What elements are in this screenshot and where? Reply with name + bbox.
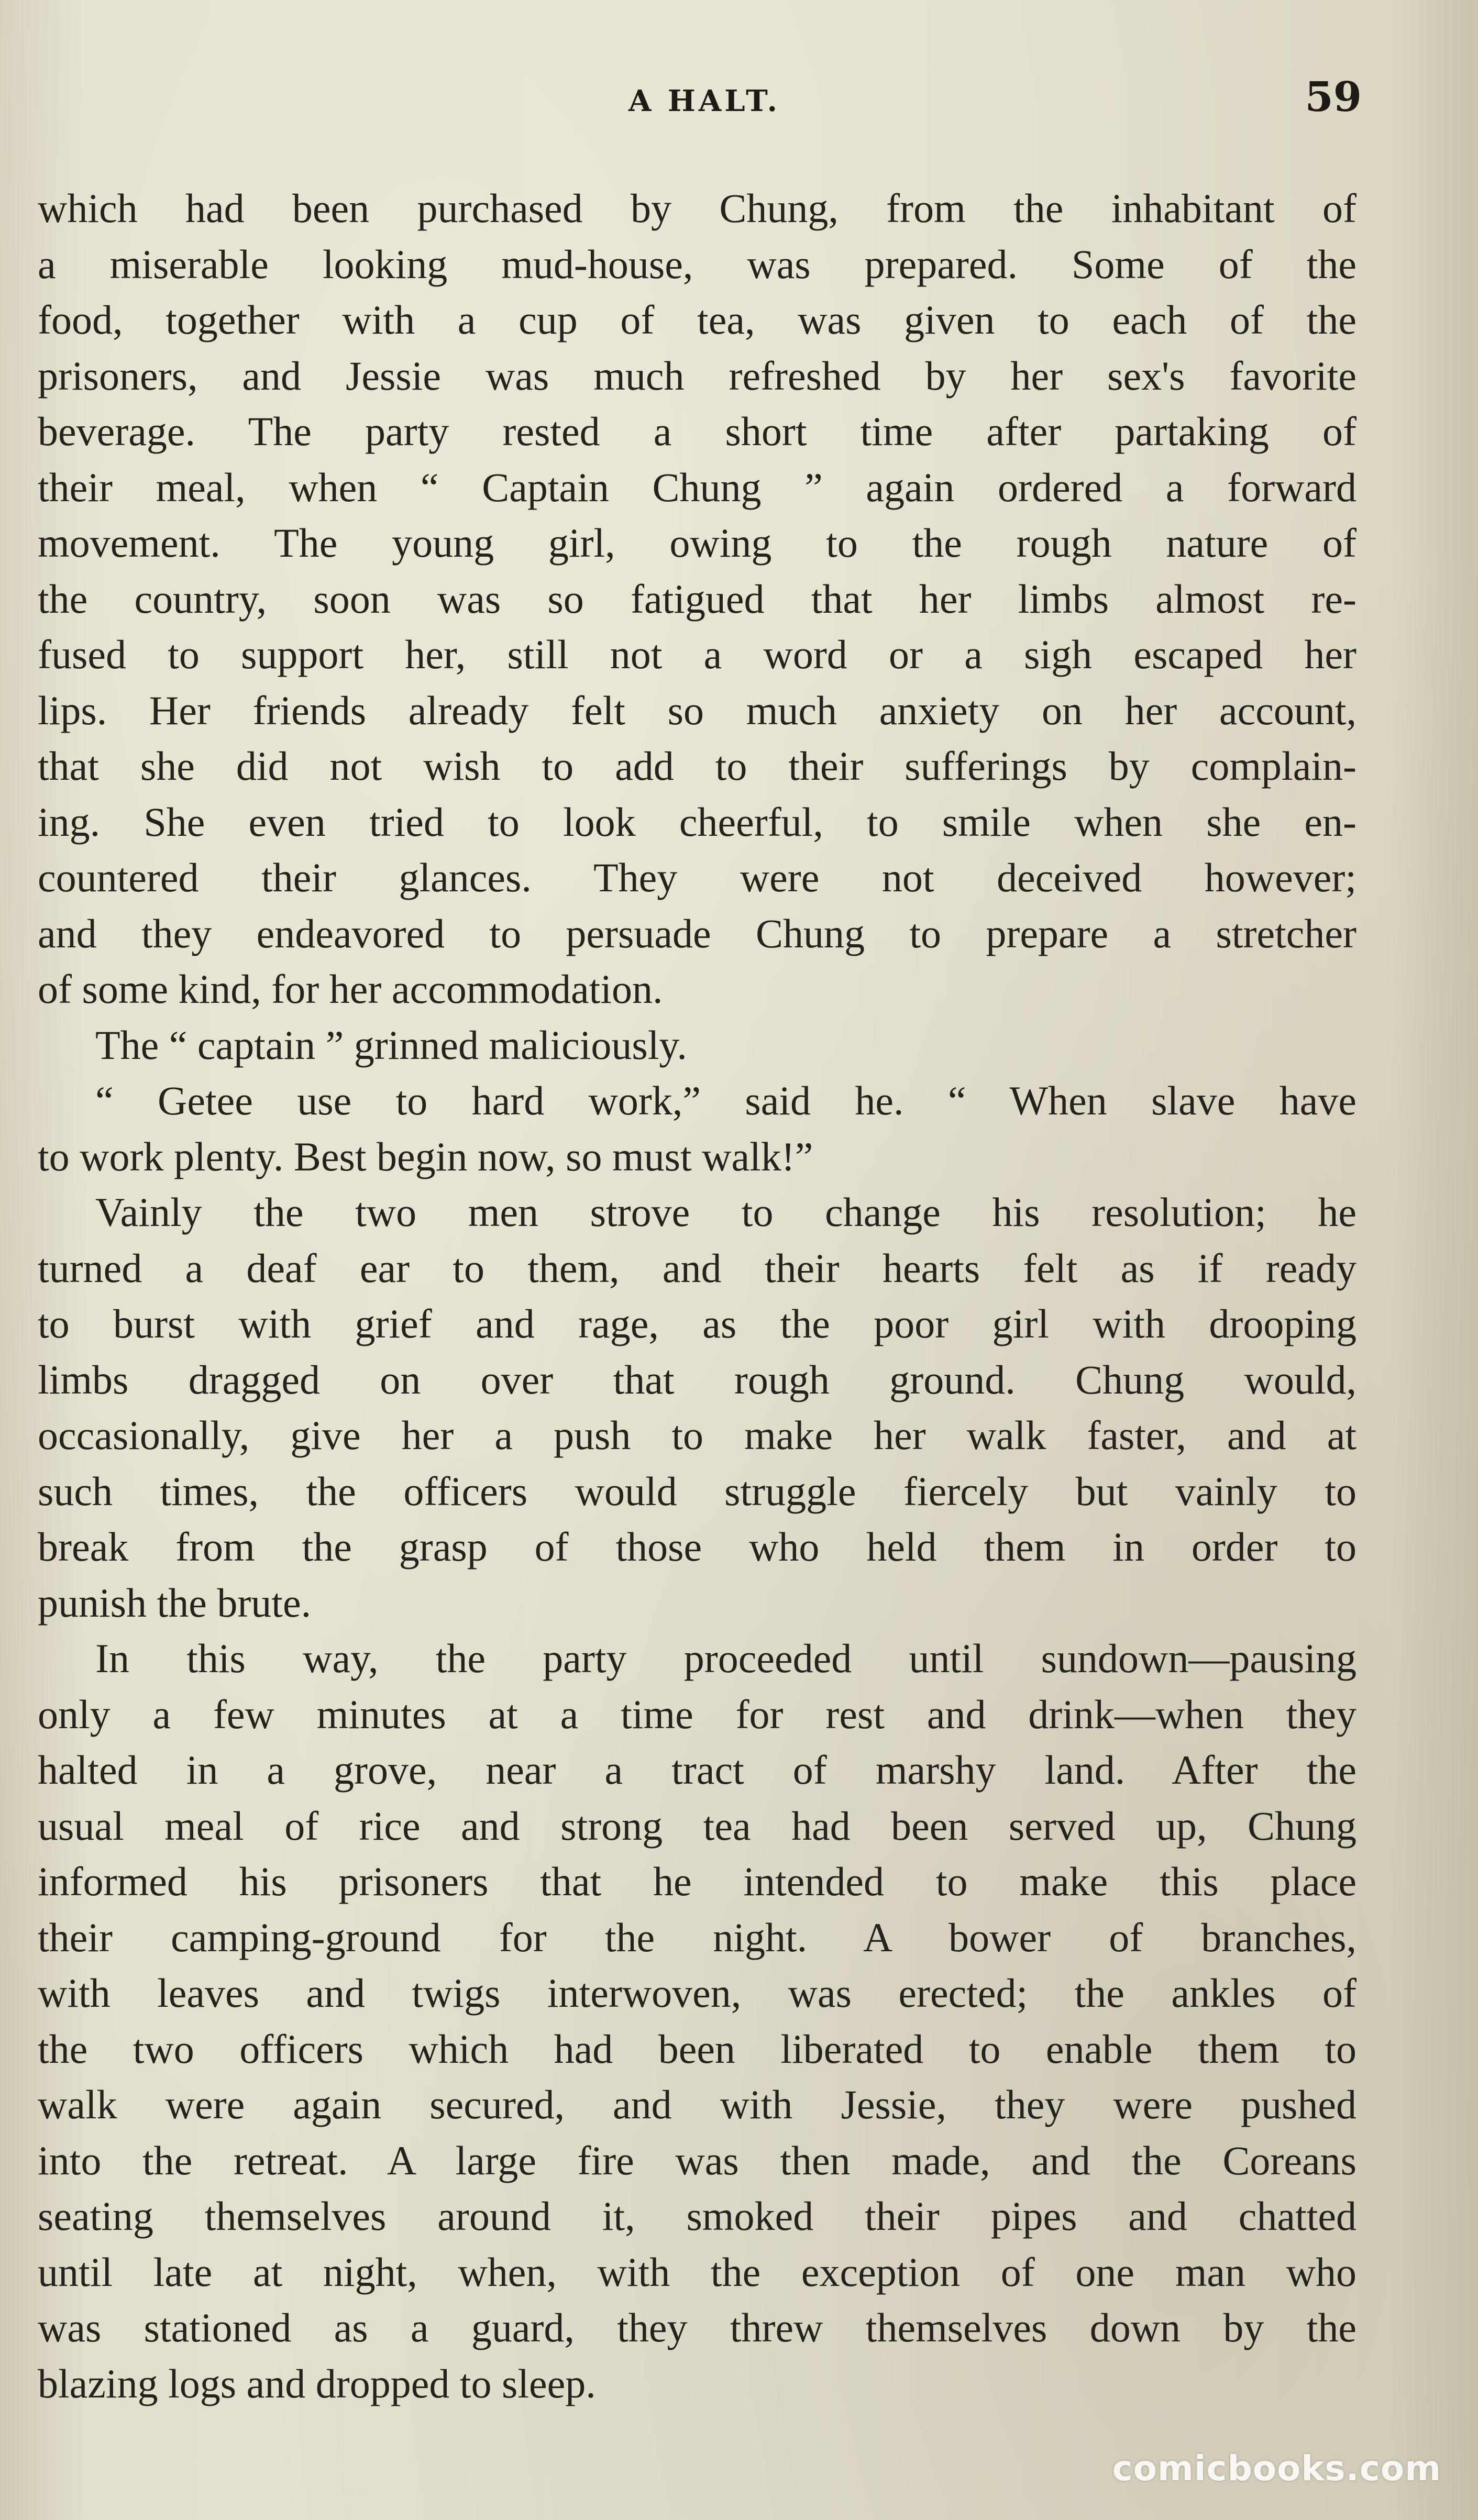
text-line: that she did not wish to add to their sufferings by complain- bbox=[38, 743, 1356, 789]
text-line: turned a deaf ear to them, and their hearts felt as if ready bbox=[38, 1245, 1356, 1291]
text-line: prisoners, and Jessie was much refreshed by her sex's favorite bbox=[38, 352, 1356, 399]
page-number: 59 bbox=[1305, 73, 1362, 121]
text-line: usual meal of rice and strong tea had been served up, Chung bbox=[38, 1803, 1356, 1849]
text-line: was stationed as a guard, they threw themselves down by the bbox=[38, 2305, 1356, 2350]
text-line: their camping-ground for the night. A bower of branches, bbox=[38, 1914, 1356, 1960]
text-line: ing. She even tried to look cheerful, to smile when she en- bbox=[38, 799, 1356, 845]
text-line: to burst with grief and rage, as the poor girl with drooping bbox=[38, 1301, 1356, 1346]
text-line: countered their glances. They were not deceived however; bbox=[38, 855, 1356, 900]
text-line: walk were again secured, and with Jessie, they were pushed bbox=[38, 2082, 1356, 2127]
page-header bbox=[47, 73, 1362, 131]
text-line: beverage. The party rested a short time after partaking of bbox=[38, 408, 1356, 454]
text-line: The “ captain ” grinned maliciously. bbox=[95, 1022, 687, 1068]
text-line: punish the brute. bbox=[38, 1579, 312, 1626]
text-line: fused to support her, still not a word or a sigh escaped her bbox=[38, 632, 1356, 677]
text-line: blazing logs and dropped to sleep. bbox=[38, 2360, 596, 2406]
text-line: with leaves and twigs interwoven, was erected; the ankles of bbox=[38, 1970, 1356, 2016]
text-line: seating themselves around it, smoked their pipes and chatted bbox=[38, 2193, 1356, 2239]
text-line: break from the grasp of those who held them in order to bbox=[38, 1524, 1356, 1570]
text-line: In this way, the party proceeded until sundown—pausing bbox=[95, 1635, 1356, 1681]
text-line: into the retreat. A large fire was then made, and the Coreans bbox=[38, 2137, 1356, 2183]
text-line: a miserable looking mud-house, was prepared. Some of the bbox=[38, 241, 1356, 287]
text-line: to work plenty. Best begin now, so must walk!” bbox=[38, 1133, 813, 1179]
text-line: Vainly the two men strove to change his resolution; he bbox=[95, 1189, 1356, 1235]
text-line: occasionally, give her a push to make her walk faster, and at bbox=[38, 1412, 1356, 1458]
text-line: the country, soon was so fatigued that her limbs almost re- bbox=[38, 576, 1356, 622]
watermark-text: comicbooks.com bbox=[1112, 2448, 1441, 2489]
body-text bbox=[38, 181, 1356, 2412]
text-line: only a few minutes at a time for rest and drink—when they bbox=[38, 1691, 1356, 1737]
text-line: food, together with a cup of tea, was given to each of the bbox=[38, 297, 1356, 342]
text-line: halted in a grove, near a tract of marshy land. After the bbox=[38, 1747, 1356, 1793]
text-line: the two officers which had been liberated to enable them to bbox=[38, 2026, 1356, 2072]
text-line: their meal, when “ Captain Chung ” again ordered a forward bbox=[38, 464, 1356, 510]
text-line: “ Getee use to hard work,” said he. “ When slave have bbox=[95, 1078, 1356, 1123]
text-line: which had been purchased by Chung, from the inhabitant of bbox=[38, 185, 1356, 231]
text-line: of some kind, for her accommodation. bbox=[38, 966, 663, 1012]
text-line: movement. The young girl, owing to the rough nature of bbox=[38, 520, 1356, 566]
text-line: limbs dragged on over that rough ground. Chung would, bbox=[38, 1356, 1356, 1402]
text-line: such times, the officers would struggle fiercely but vainly to bbox=[38, 1468, 1356, 1514]
text-line: lips. Her friends already felt so much anxiety on her account, bbox=[38, 687, 1356, 733]
text-line: and they endeavored to persuade Chung to prepare a stretcher bbox=[38, 910, 1356, 956]
text-line: informed his prisoners that he intended to make this place bbox=[38, 1859, 1356, 1904]
text-line: until late at night, when, with the exception of one man who bbox=[38, 2249, 1356, 2295]
running-head: A HALT. bbox=[628, 84, 781, 118]
